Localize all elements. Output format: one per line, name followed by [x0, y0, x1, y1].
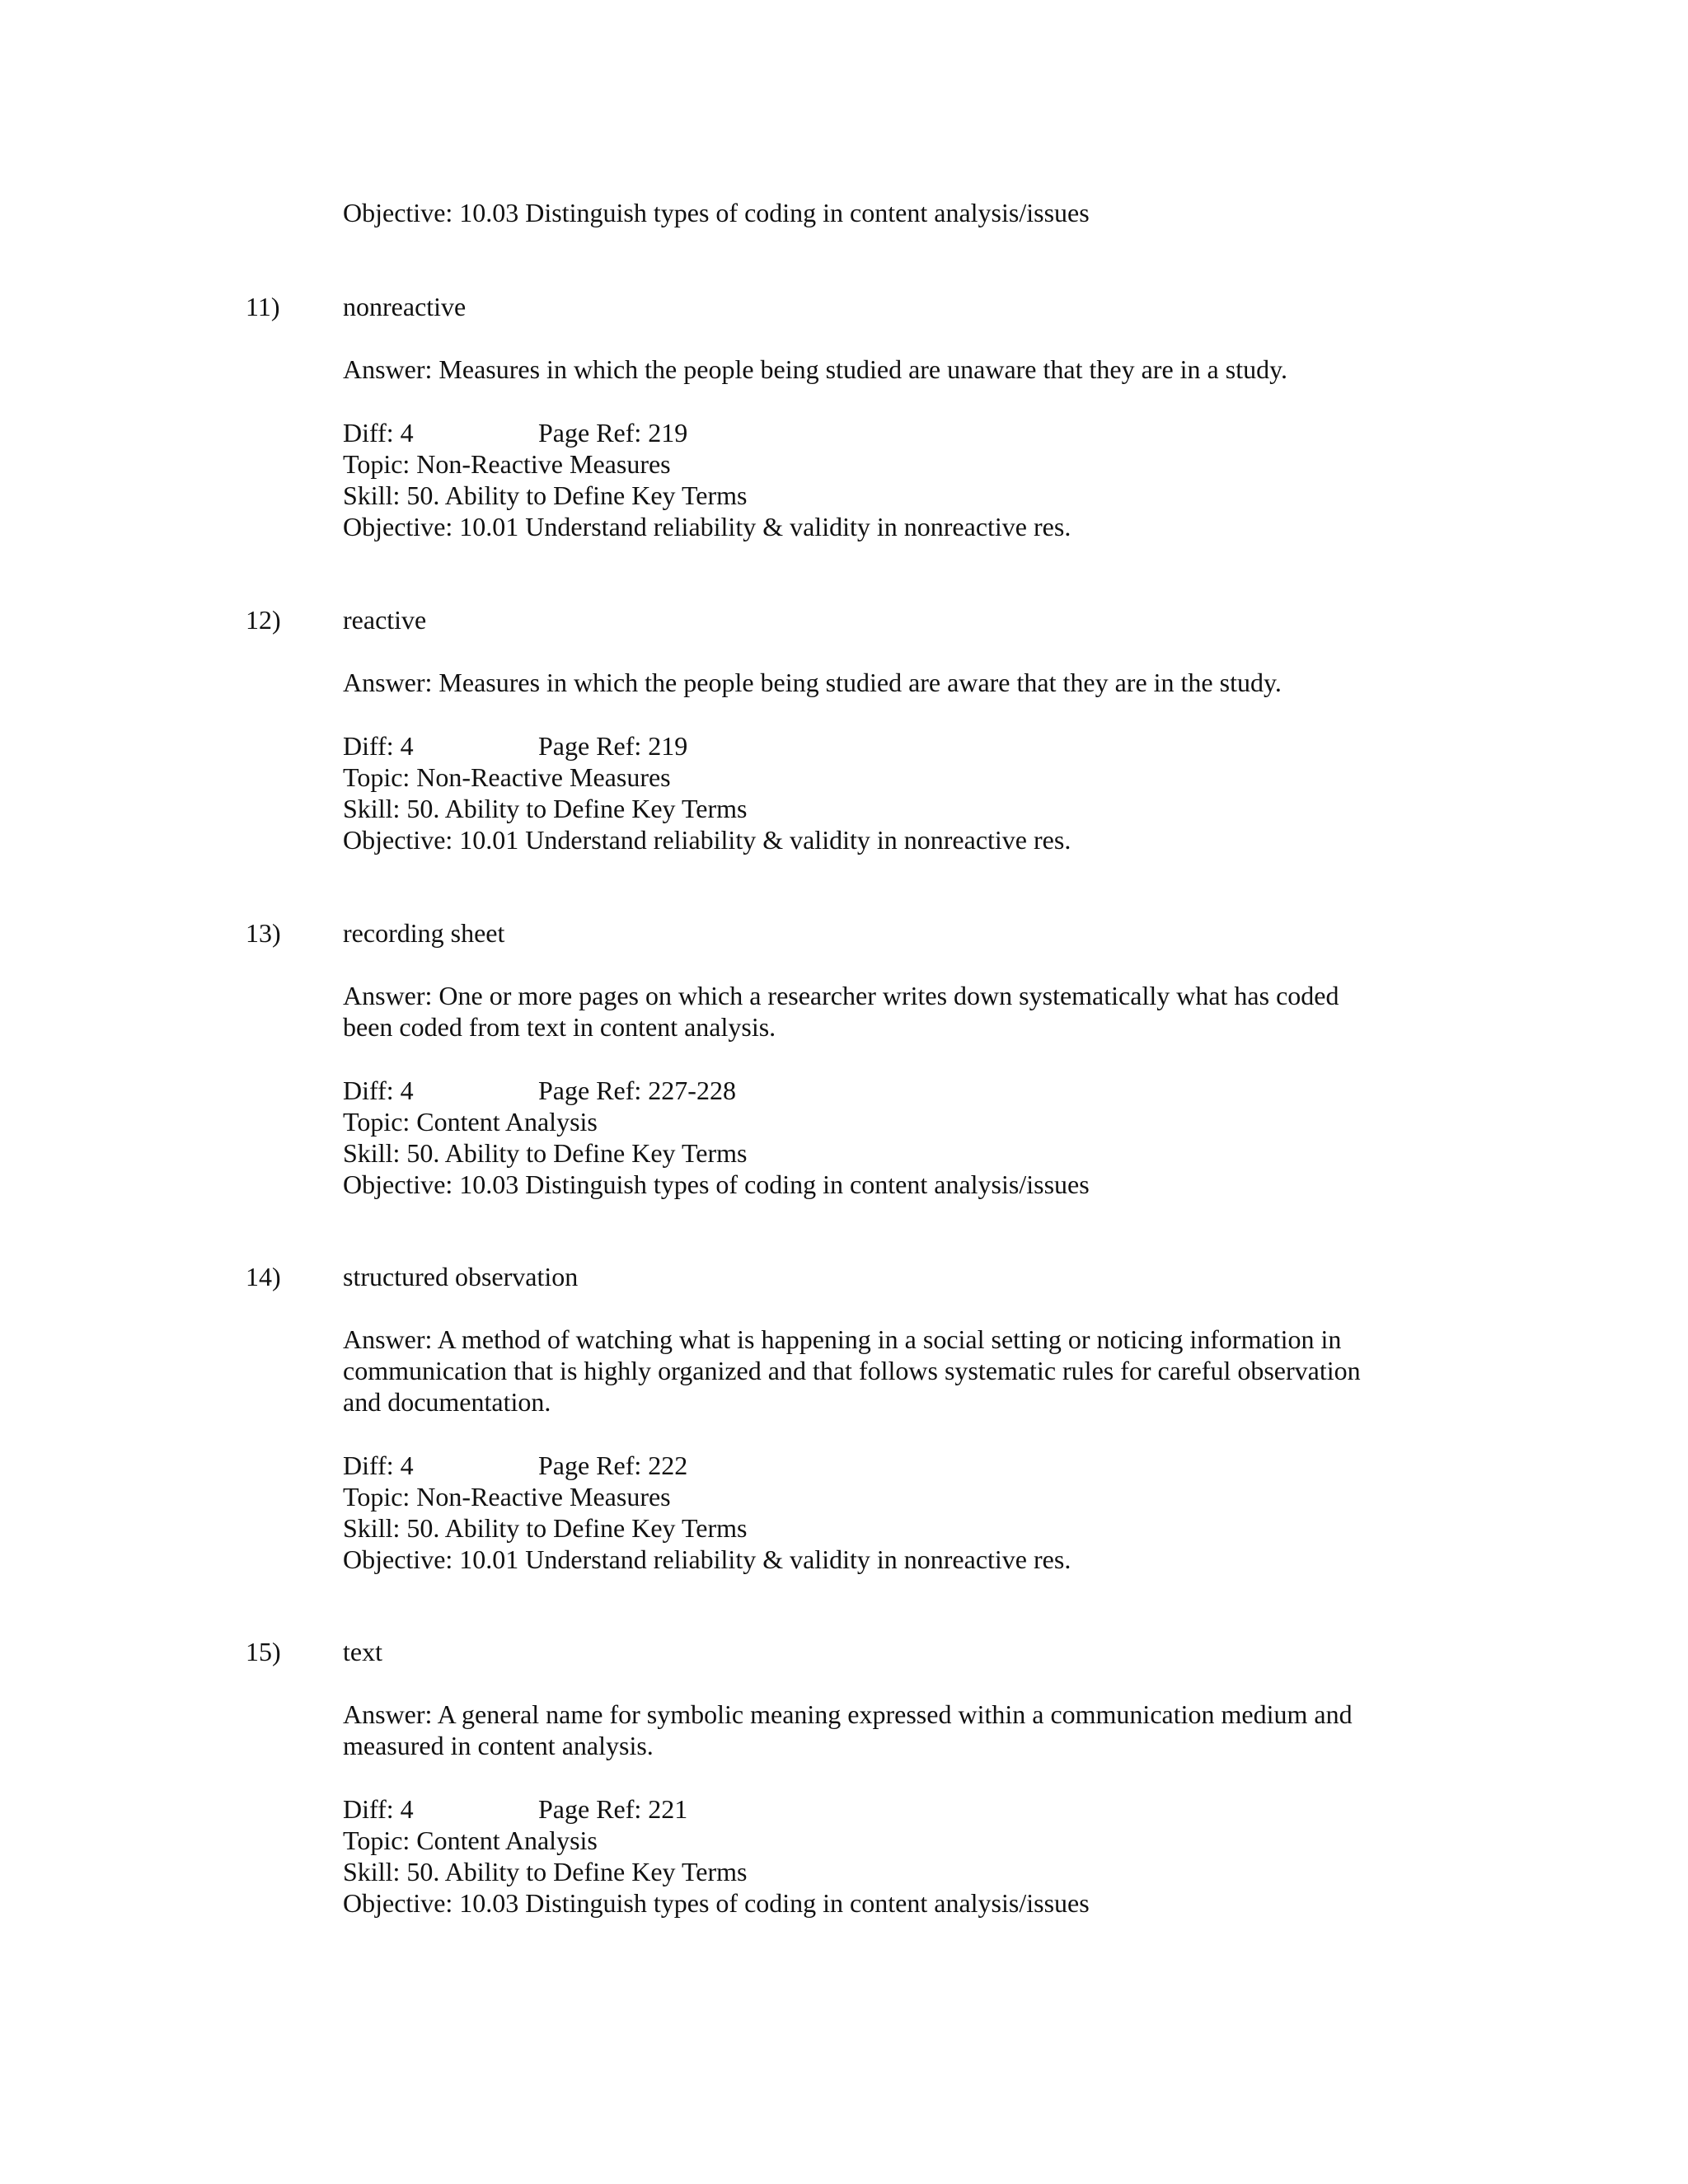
question-number: 15) [246, 1637, 281, 1666]
skill: Skill: 50. Ability to Define Key Terms [343, 1857, 748, 1886]
topic: Topic: Non-Reactive Measures [343, 449, 671, 479]
answer-text-line: Answer: A method of watching what is happening in a social setting or noticing information in [343, 1324, 1342, 1354]
question-term: text [343, 1637, 382, 1666]
difficulty: Diff: 4 [343, 731, 414, 761]
page-reference: Page Ref: 221 [538, 1794, 688, 1824]
top-objective: Objective: 10.03 Distinguish types of coding in content analysis/issues [343, 198, 1090, 227]
page-reference: Page Ref: 222 [538, 1451, 688, 1480]
topic: Topic: Content Analysis [343, 1825, 598, 1855]
objective: Objective: 10.03 Distinguish types of coding in content analysis/issues [343, 1169, 1090, 1199]
answer-text-line: been coded from text in content analysis. [343, 1012, 776, 1042]
skill: Skill: 50. Ability to Define Key Terms [343, 1513, 748, 1543]
question-term: recording sheet [343, 918, 505, 948]
answer-text-line: measured in content analysis. [343, 1731, 654, 1760]
answer-text-line: and documentation. [343, 1387, 551, 1417]
question-number: 14) [246, 1262, 281, 1291]
topic: Topic: Content Analysis [343, 1107, 598, 1137]
difficulty: Diff: 4 [343, 1076, 414, 1105]
objective: Objective: 10.03 Distinguish types of coding in content analysis/issues [343, 1888, 1090, 1918]
topic: Topic: Non-Reactive Measures [343, 762, 671, 792]
answer-text: Answer: Measures in which the people being studied are aware that they are in the study. [343, 668, 1282, 697]
difficulty: Diff: 4 [343, 418, 414, 448]
page-reference: Page Ref: 219 [538, 731, 688, 761]
answer-text-line: communication that is highly organized and that follows systematic rules for careful observation [343, 1356, 1361, 1385]
objective: Objective: 10.01 Understand reliability & validity in nonreactive res. [343, 512, 1071, 541]
topic: Topic: Non-Reactive Measures [343, 1482, 671, 1511]
objective: Objective: 10.01 Understand reliability & validity in nonreactive res. [343, 1544, 1071, 1574]
difficulty: Diff: 4 [343, 1794, 414, 1824]
skill: Skill: 50. Ability to Define Key Terms [343, 1138, 748, 1168]
skill: Skill: 50. Ability to Define Key Terms [343, 794, 748, 823]
question-term: reactive [343, 605, 427, 635]
answer-text-line: Answer: One or more pages on which a researcher writes down systematically what has coded [343, 981, 1339, 1010]
question-term: structured observation [343, 1262, 579, 1291]
answer-text-line: Answer: A general name for symbolic meaning expressed within a communication medium and [343, 1699, 1353, 1729]
answer-text: Answer: Measures in which the people being studied are unaware that they are in a study. [343, 354, 1287, 384]
objective: Objective: 10.01 Understand reliability & validity in nonreactive res. [343, 825, 1071, 855]
question-number: 13) [246, 918, 281, 948]
skill: Skill: 50. Ability to Define Key Terms [343, 480, 748, 510]
question-number: 11) [246, 292, 280, 321]
question-term: nonreactive [343, 292, 467, 321]
question-number: 12) [246, 605, 281, 635]
page-reference: Page Ref: 219 [538, 418, 688, 448]
page-reference: Page Ref: 227-228 [538, 1076, 736, 1105]
difficulty: Diff: 4 [343, 1451, 414, 1480]
